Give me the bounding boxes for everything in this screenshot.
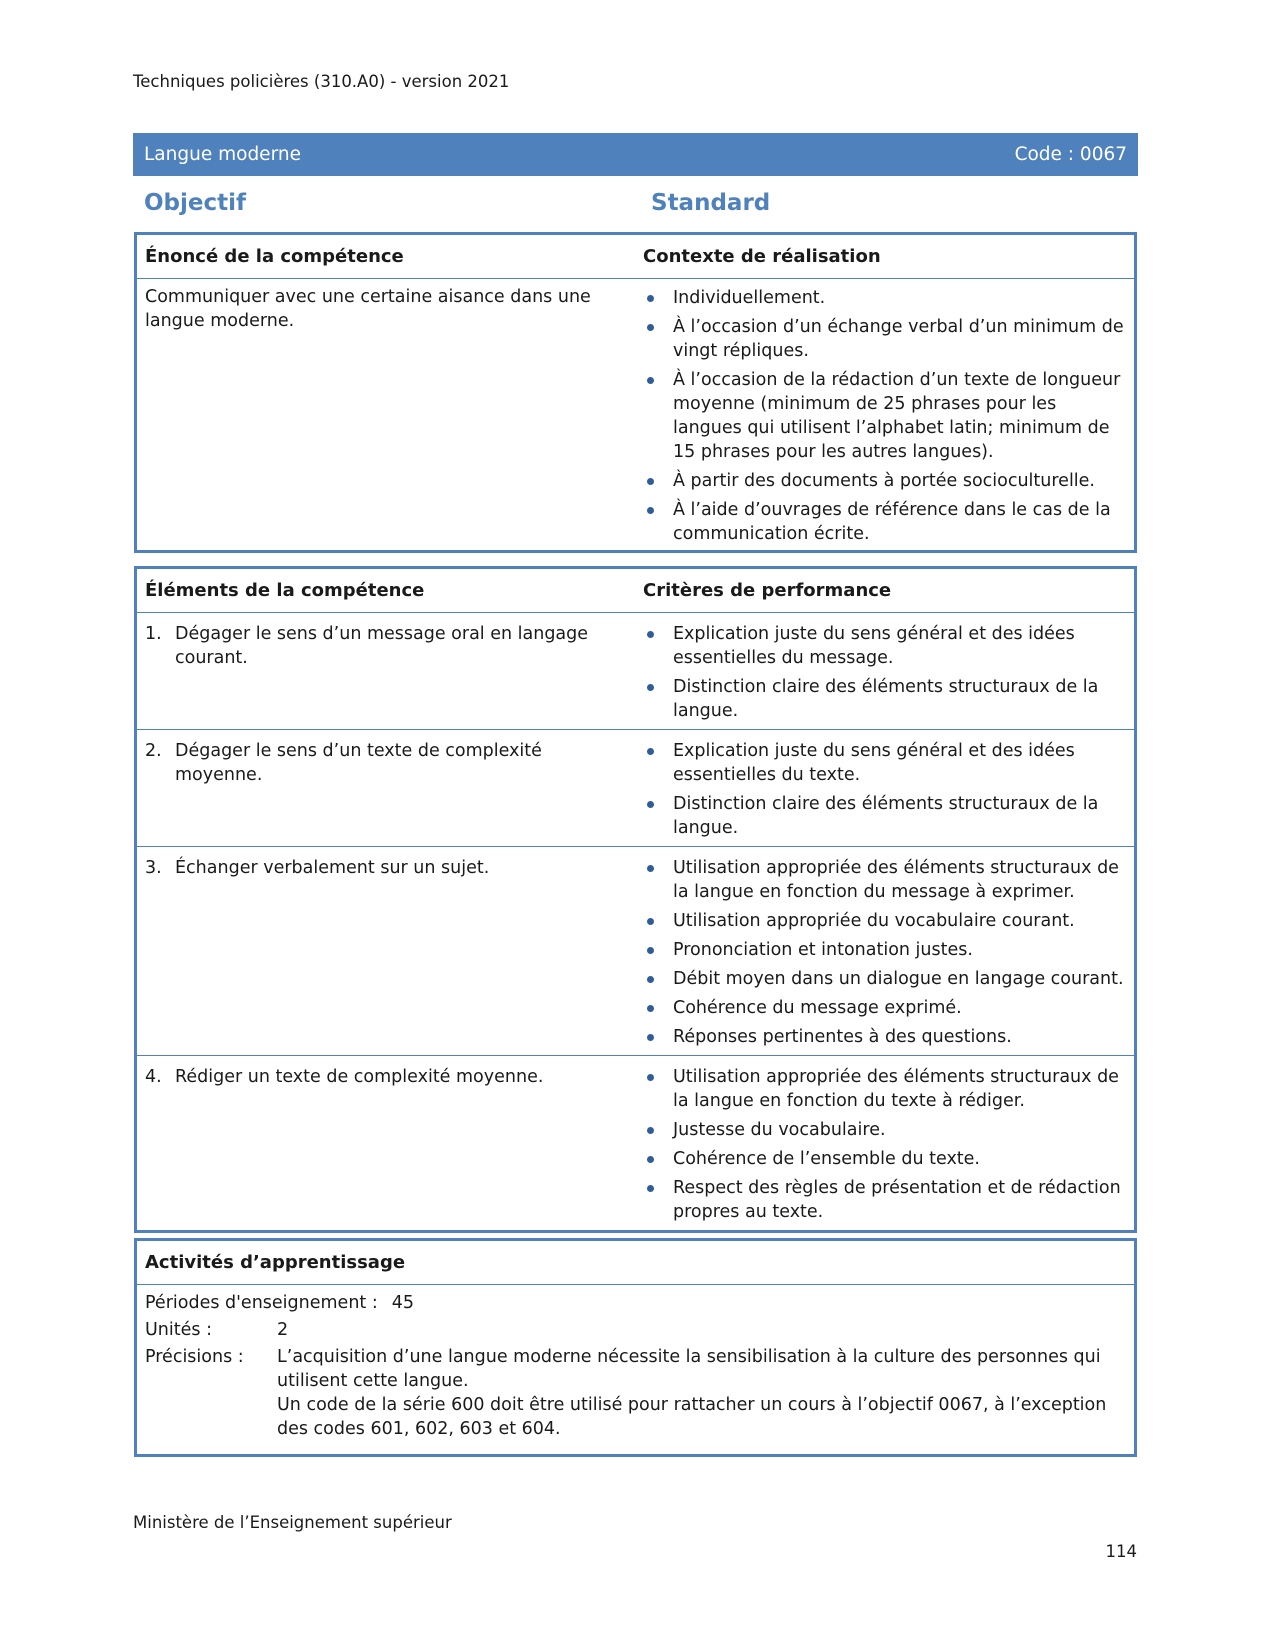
bullet-icon bbox=[647, 295, 654, 302]
list-item: Utilisation appropriée du vocabulaire courant. bbox=[643, 909, 1128, 933]
list-item: Prononciation et intonation justes. bbox=[643, 938, 1128, 962]
criteres-list bbox=[643, 1065, 1128, 1224]
precisions-text: L’acquisition d’une langue moderne nécessite la sensibilisation à la culture des personnes qui utilisent cette langue. Un code de la série 600 doit être utilisé pour rattacher un cours à l’objectif 0067, à l’exception des codes 601, 602, 603 et 604. bbox=[277, 1347, 1107, 1439]
enonce-header: Énoncé de la compétence bbox=[137, 235, 635, 279]
objectif-label: Objectif bbox=[144, 190, 247, 216]
periodes-label: Périodes d'enseignement : bbox=[145, 1293, 378, 1313]
course-title-bar bbox=[133, 133, 1138, 176]
bullet-icon bbox=[647, 801, 654, 808]
running-header: Techniques policières (310.A0) - version 2021 bbox=[133, 72, 510, 91]
list-item: À partir des documents à portée socioculturelle. bbox=[643, 469, 1128, 493]
periodes-value: 45 bbox=[391, 1293, 415, 1313]
bullet-icon bbox=[647, 684, 654, 691]
activites-body bbox=[137, 1285, 1134, 1454]
list-item: Cohérence de l’ensemble du texte. bbox=[643, 1147, 1128, 1171]
bullet-icon bbox=[647, 631, 654, 638]
list-item: Débit moyen dans un dialogue en langage courant. bbox=[643, 967, 1128, 991]
bullet-icon bbox=[647, 1127, 654, 1134]
bullet-icon bbox=[647, 1156, 654, 1163]
precisions-label: Précisions : bbox=[145, 1347, 244, 1367]
list-item: À l’occasion d’un échange verbal d’un minimum de vingt répliques. bbox=[643, 315, 1128, 363]
activites-header: Activités d’apprentissage bbox=[137, 1241, 1134, 1285]
list-item: Distinction claire des éléments structuraux de la langue. bbox=[643, 675, 1128, 723]
bullet-icon bbox=[647, 1074, 654, 1081]
element-item: 3. Échanger verbalement sur un sujet. bbox=[145, 858, 490, 878]
table-row bbox=[137, 613, 1134, 730]
bullet-icon bbox=[647, 976, 654, 983]
list-item: Individuellement. bbox=[643, 286, 1128, 310]
bullet-icon bbox=[647, 1185, 654, 1192]
element-item: 1. Dégager le sens d’un message oral en langage courant. bbox=[145, 624, 589, 668]
criteres-list bbox=[643, 739, 1128, 840]
list-item: Justesse du vocabulaire. bbox=[643, 1118, 1128, 1142]
bullet-icon bbox=[647, 377, 654, 384]
unites-row bbox=[145, 1318, 1126, 1342]
criteres-header: Critères de performance bbox=[635, 569, 1134, 613]
bullet-icon bbox=[647, 478, 654, 485]
bullet-icon bbox=[647, 748, 654, 755]
elements-table bbox=[134, 566, 1137, 1233]
bullet-icon bbox=[647, 1034, 654, 1041]
footer-ministry: Ministère de l’Enseignement supérieur bbox=[133, 1513, 452, 1532]
enonce-text: Communiquer avec une certaine aisance dans une langue moderne. bbox=[145, 287, 591, 331]
periodes-row bbox=[145, 1291, 1126, 1315]
criteres-list bbox=[643, 622, 1128, 723]
course-name: Langue moderne bbox=[144, 144, 301, 165]
activites-box bbox=[134, 1238, 1137, 1457]
list-item: Respect des règles de présentation et de rédaction propres au texte. bbox=[643, 1176, 1128, 1224]
list-item: À l’occasion de la rédaction d’un texte de longueur moyenne (minimum de 25 phrases pour les langues qui utilisent l’alphabet latin; minimum de 15 phrases pour les autres langues). bbox=[643, 368, 1128, 464]
standard-label: Standard bbox=[651, 190, 771, 216]
contexte-cell bbox=[635, 279, 1134, 551]
elements-header: Éléments de la compétence bbox=[137, 569, 635, 613]
criteres-list bbox=[643, 856, 1128, 1049]
table-row bbox=[137, 847, 1134, 1056]
bullet-icon bbox=[647, 507, 654, 514]
bullet-icon bbox=[647, 324, 654, 331]
page-number: 114 bbox=[1105, 1542, 1137, 1561]
course-code: Code : 0067 bbox=[1014, 144, 1127, 165]
table-row bbox=[137, 1056, 1134, 1231]
unites-label: Unités : bbox=[145, 1320, 212, 1340]
unites-value: 2 bbox=[277, 1320, 289, 1340]
section-labels bbox=[133, 188, 1138, 224]
list-item: À l’aide d’ouvrages de référence dans le cas de la communication écrite. bbox=[643, 498, 1128, 546]
list-item: Distinction claire des éléments structuraux de la langue. bbox=[643, 792, 1128, 840]
bullet-icon bbox=[647, 947, 654, 954]
element-item: 4. Rédiger un texte de complexité moyenne. bbox=[145, 1067, 544, 1087]
table-row bbox=[137, 730, 1134, 847]
contexte-list bbox=[643, 286, 1128, 546]
list-item: Utilisation appropriée des éléments structuraux de la langue en fonction du texte à rédiger. bbox=[643, 1065, 1128, 1113]
precisions-row bbox=[145, 1345, 1126, 1441]
list-item: Réponses pertinentes à des questions. bbox=[643, 1025, 1128, 1049]
list-item: Explication juste du sens général et des idées essentielles du message. bbox=[643, 622, 1128, 670]
contexte-header: Contexte de réalisation bbox=[635, 235, 1134, 279]
element-item: 2. Dégager le sens d’un texte de complexité moyenne. bbox=[145, 741, 542, 785]
bullet-icon bbox=[647, 865, 654, 872]
list-item: Utilisation appropriée des éléments structuraux de la langue en fonction du message à exprimer. bbox=[643, 856, 1128, 904]
list-item: Explication juste du sens général et des idées essentielles du texte. bbox=[643, 739, 1128, 787]
bullet-icon bbox=[647, 918, 654, 925]
competence-table bbox=[134, 232, 1137, 553]
list-item: Cohérence du message exprimé. bbox=[643, 996, 1128, 1020]
bullet-icon bbox=[647, 1005, 654, 1012]
